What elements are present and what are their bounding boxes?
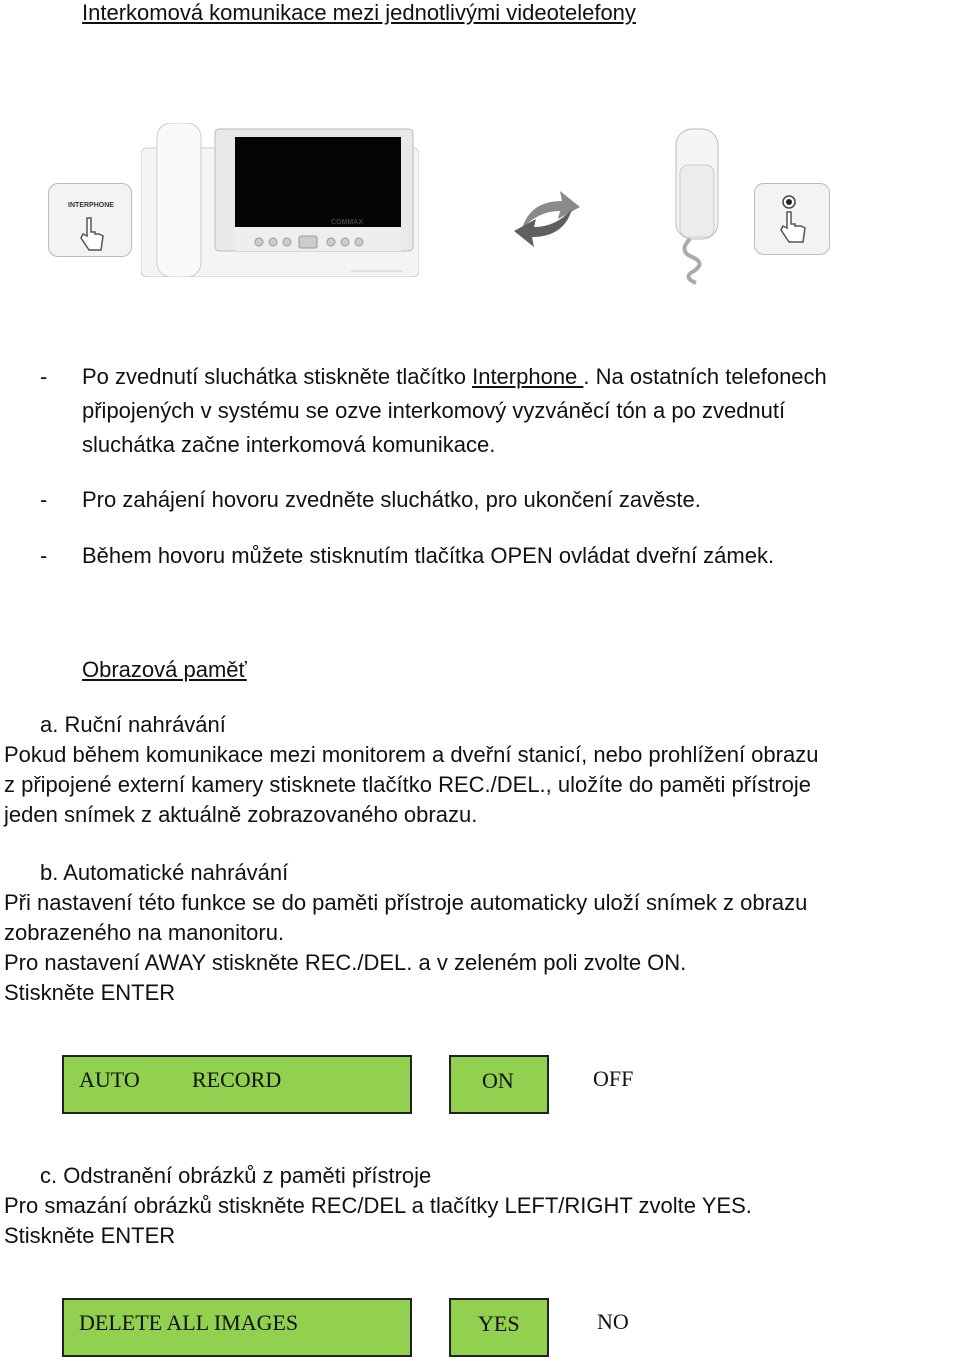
sub-c-line: Pro smazání obrázků stiskněte REC/DEL a tlačítky LEFT/RIGHT zvolte YES. bbox=[4, 1193, 752, 1218]
sub-b-line: zobrazeného na manonitoru. bbox=[4, 920, 285, 945]
bullet-dash: - bbox=[40, 364, 48, 389]
page-heading: Interkomová komunikace mezi jednotlivými videotelefony bbox=[82, 0, 636, 25]
delete-all-images-field bbox=[62, 1298, 412, 1357]
sub-b-line: Pro nastavení AWAY stiskněte REC./DEL. a v zeleném poli zvolte ON. bbox=[4, 950, 687, 975]
auto-label: AUTO bbox=[79, 1067, 140, 1092]
bullet-dash: - bbox=[40, 543, 48, 568]
intercom-handset-icon bbox=[660, 125, 736, 287]
bullet-1-line-2: připojených v systému se ozve interkomový vyzváněcí tón a po zvednutí bbox=[82, 398, 786, 423]
sub-b-line: Stiskněte ENTER bbox=[4, 980, 176, 1005]
interphone-link: Interphone bbox=[472, 364, 584, 389]
bullet-dash: - bbox=[40, 487, 48, 512]
interphone-button-label: INTERPHONE bbox=[68, 202, 114, 209]
yes-label: YES bbox=[478, 1311, 520, 1336]
sub-a-line: z připojené externí kamery stisknete tlačítko REC./DEL., uložíte do paměti přístroje bbox=[4, 772, 812, 797]
bullet-1-line-1 bbox=[82, 362, 827, 392]
video-monitor-icon bbox=[141, 123, 419, 277]
bullet-3-text: Během hovoru můžete stisknutím tlačítka OPEN ovládat dveřní zámek. bbox=[82, 543, 775, 568]
brand-logo: COMMAX bbox=[331, 219, 363, 226]
call-button-icon bbox=[754, 183, 830, 255]
interphone-button-icon bbox=[48, 183, 132, 257]
sub-a-line: Pokud během komunikace mezi monitorem a dveřní stanicí, nebo prohlížení obrazu bbox=[4, 742, 819, 767]
delete-all-images-label: DELETE ALL IMAGES bbox=[79, 1310, 299, 1335]
record-label: RECORD bbox=[192, 1067, 282, 1092]
bullet-text: . Na ostatních telefonech bbox=[583, 364, 827, 389]
bullet-text: Po zvednutí sluchátka stiskněte tlačítko bbox=[82, 364, 473, 389]
no-option[interactable]: NO bbox=[597, 1309, 629, 1334]
exchange-arrows-icon bbox=[508, 183, 586, 253]
sub-c-title: c. Odstranění obrázků z paměti přístroje bbox=[40, 1163, 432, 1188]
section-title: Obrazová paměť bbox=[82, 657, 247, 682]
bullet-1-line-3: sluchátka začne interkomová komunikace. bbox=[82, 432, 496, 457]
sub-b-line: Při nastavení této funkce se do paměti přístroje automaticky uloží snímek z obrazu bbox=[4, 890, 808, 915]
sub-a-line: jeden snímek z aktuálně zobrazovaného obrazu. bbox=[4, 802, 478, 827]
sub-b-title: b. Automatické nahrávání bbox=[40, 860, 289, 885]
bullet-2-text: Pro zahájení hovoru zvedněte sluchátko, pro ukončení zavěste. bbox=[82, 487, 701, 512]
on-option[interactable] bbox=[449, 1055, 549, 1114]
on-label: ON bbox=[482, 1068, 514, 1093]
sub-c-line: Stiskněte ENTER bbox=[4, 1223, 176, 1248]
yes-option[interactable] bbox=[449, 1298, 549, 1357]
sub-a-title: a. Ruční nahrávání bbox=[40, 712, 226, 737]
auto-record-field bbox=[62, 1055, 412, 1114]
off-option[interactable]: OFF bbox=[593, 1066, 634, 1091]
